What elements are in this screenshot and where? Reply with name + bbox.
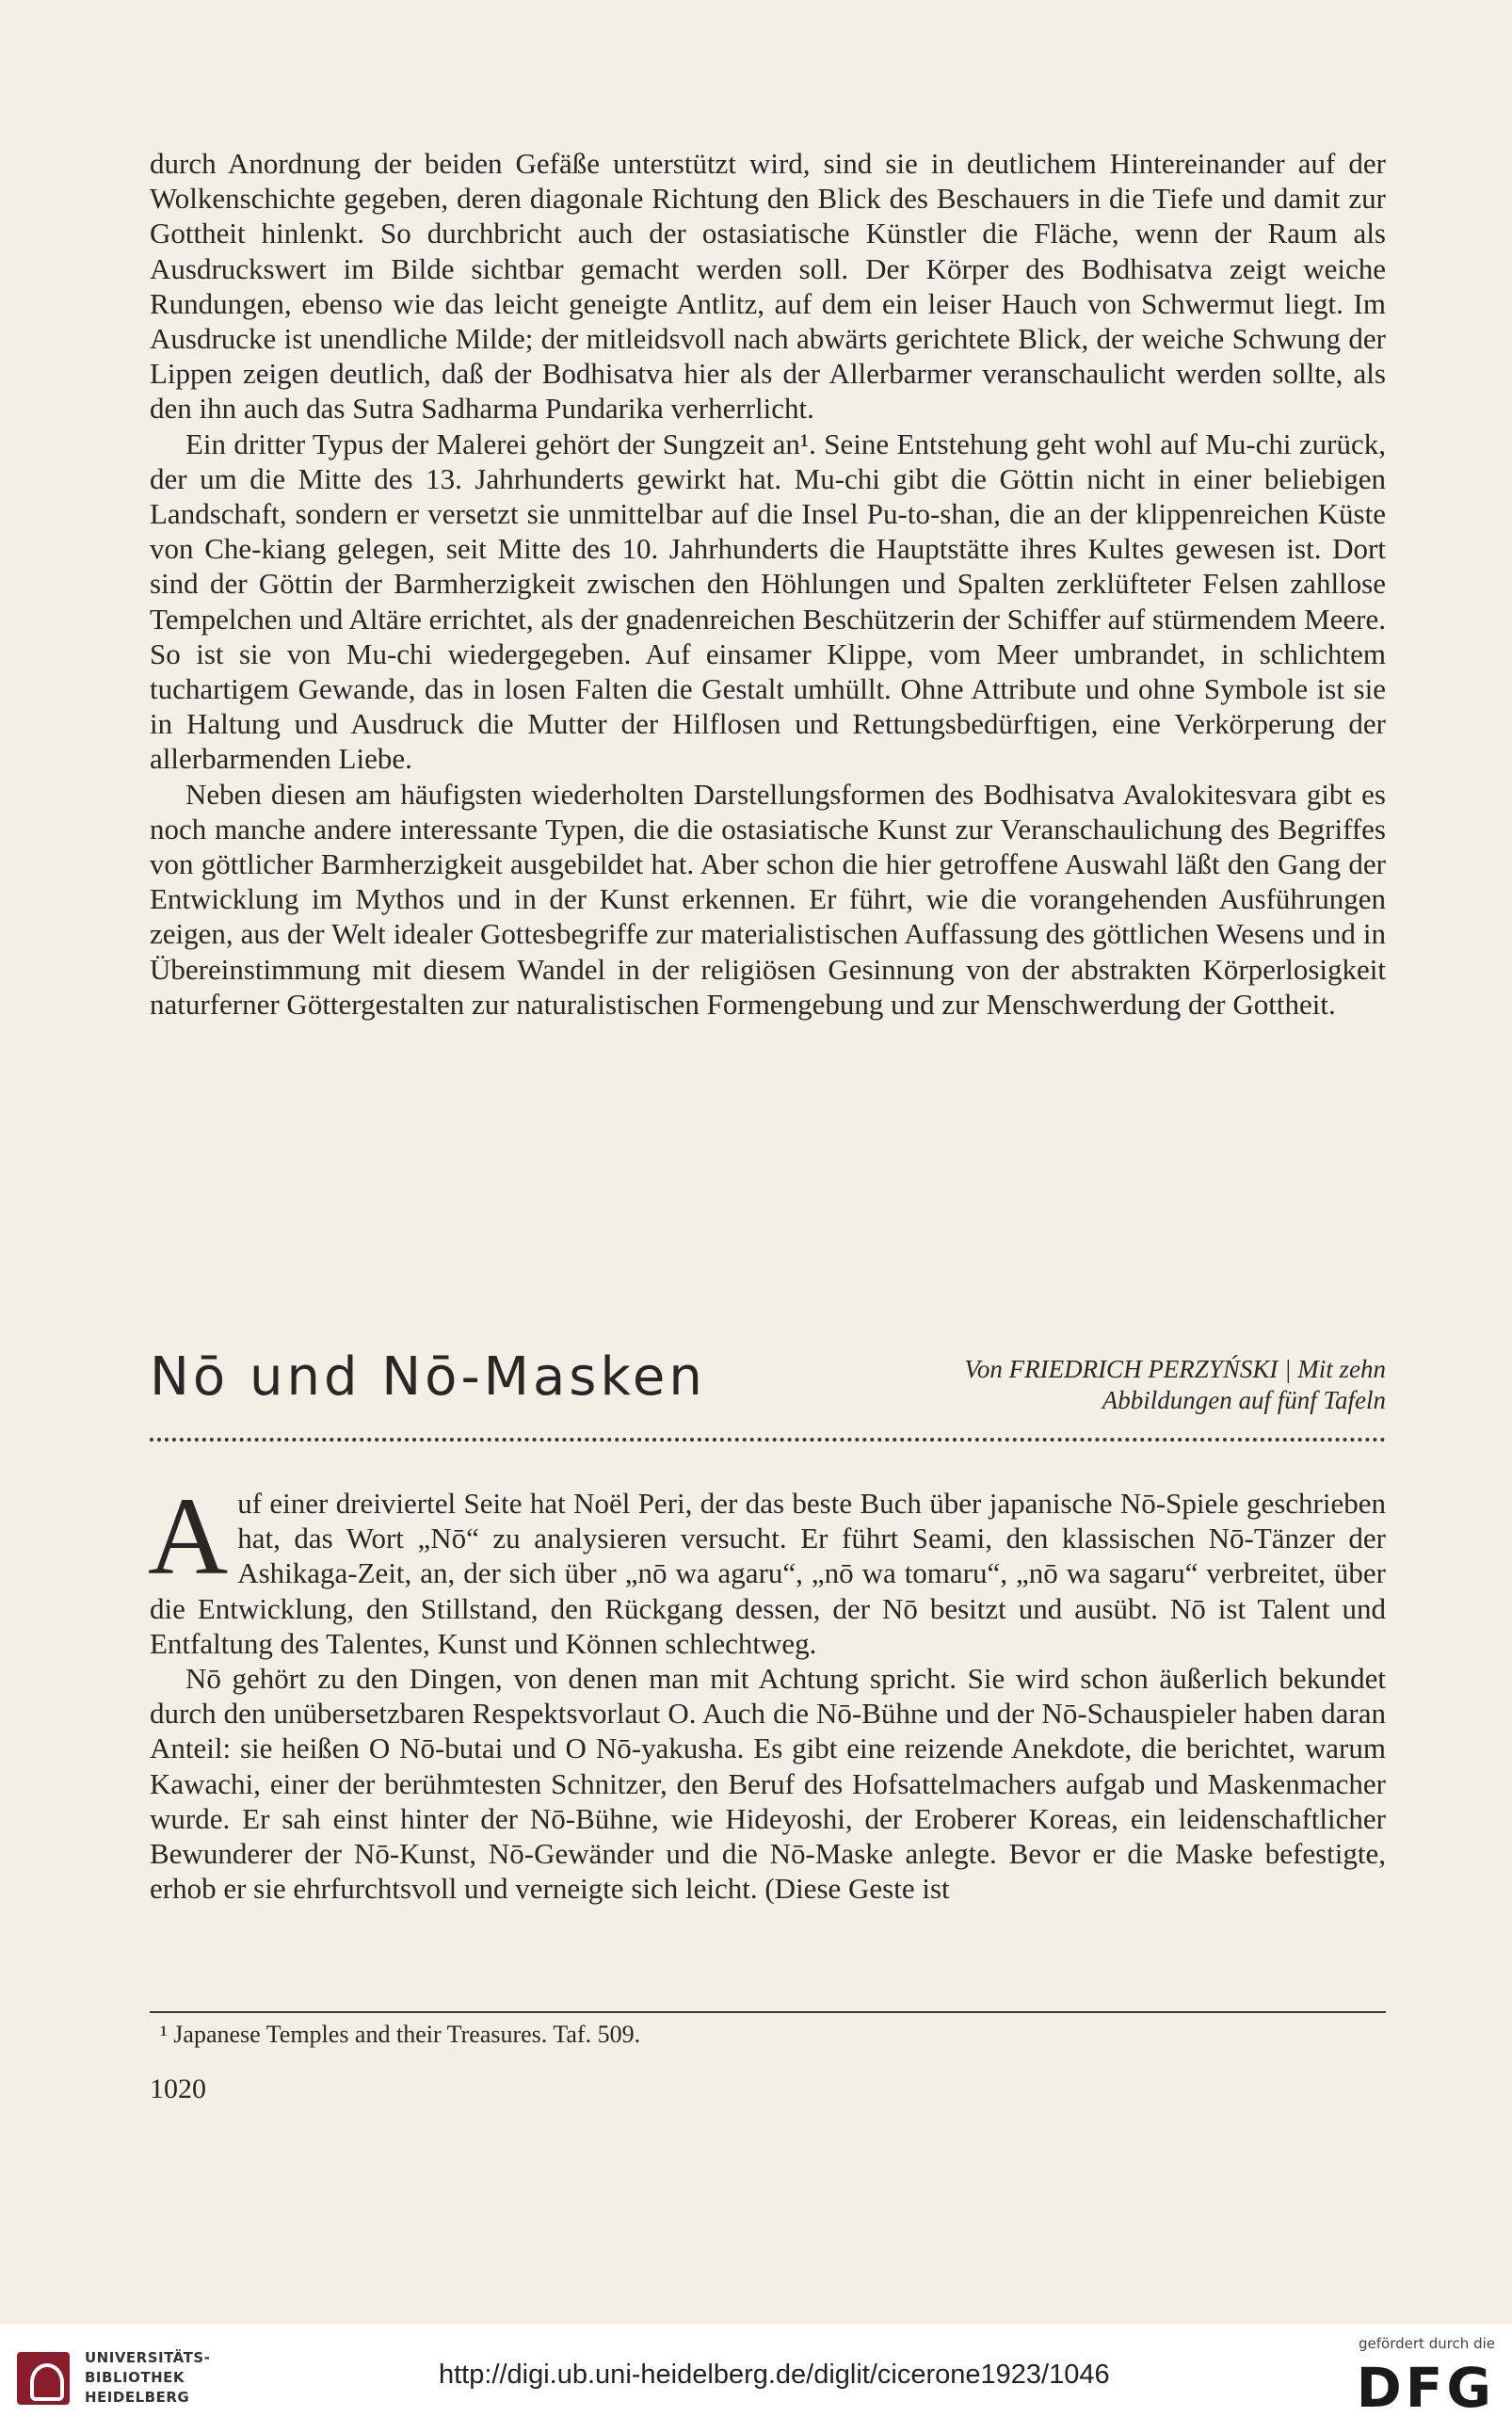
paragraph: durch Anordnung der beiden Gefäße unterstützt wird, sind sie in deutlichem Hintereinander auf der Wolkenschichte gegeben, deren diagonale Richtung den Blick des Beschauers in die Tiefe und damit zur Gottheit hinlenkt. So durchbricht auch der ostasiatische Künstler die Fläche, wenn der Raum als Ausdruckswert im Bilde sichtbar gemacht werden soll. Der Körper des Bodhisatva zeigt weiche Rundungen, ebenso wie das leicht geneigte Antlitz, auf dem ein leiser Hauch von Schwermut liegt. Im Ausdrucke ist unendliche Milde; der mitleidsvoll nach abwärts gerichtete Blick, der weiche Schwung der Lippen zeigen deutlich, daß der Bodhisatva hier als der Allerbarmer veranschaulicht werden sollte, als den ihn auch das Sutra Sadharma Pundarika verherrlicht. [150,147,1386,426]
dfg-logo[interactable] [1326,2333,1495,2427]
article-title: Nō und Nō-Masken [150,1346,706,1408]
paragraph: Ein dritter Typus der Malerei gehört der Sungzeit an¹. Seine Entstehung geht wohl auf Mu-chi zurück, der um die Mitte des 13. Jahrhunderts gewirkt hat. Mu-chi gibt die Göttin nicht in einer beliebigen Landschaft, sondern er versetzt sie unmittelbar auf die Insel Pu-to-shan, die an der klippenreichen Küste von Che-kiang gelegen, seit Mitte des 10. Jahrhunderts die Hauptstätte ihres Kultes gewesen ist. Dort sind der Göttin der Barmherzigkeit zwischen den Höhlungen und Spalten zerklüfteter Felsen zahllose Tempelchen und Altäre errichtet, als der gnadenreichen Beschützerin der Schiffer auf stürmendem Meere. So ist sie von Mu-chi wiedergegeben. Auf einsamer Klippe, vom Meer umbrandet, in schlichtem tuchartigem Gewande, das in losen Falten die Gestalt umhüllt. Ohne Attribute und ohne Symbole ist sie in Haltung und Ausdruck die Mutter der Hilflosen und Rettungsbedürftigen, eine Verkörperung der allerbarmenden Liebe. [150,427,1386,776]
paragraph-text: uf einer dreiviertel Seite hat Noël Peri, der das beste Buch über japanische Nō-Spiele geschrieben hat, das Wort „Nō“ zu analysieren versucht. Er führt Seami, den klassischen Nō-Tänzer der Ashikaga-Zeit, an, der sich über „nō wa agaru“, „nō wa tomaru“, „nō wa sagaru“ verbreitet, über die Entwicklung, den Stillstand, den Rückgang dessen, der Nō besitzt und ausübt. Nō ist Talent und Entfaltung des Talentes, Kunst und Können schlechtweg. [150,1487,1386,1660]
body-text-lower [148,1474,1386,1906]
body-text-upper [150,146,1386,1022]
paragraph: Neben diesen am häufigsten wiederholten Darstellungsformen des Bodhisatva Avalokitesvara gibt es noch manche andere interessante Typen, die die ostasiatische Kunst zur Veranschaulichung des Begriffes von göttlicher Barmherzigkeit ausgebildet hat. Aber schon die hier getroffene Auswahl läßt den Gang der Entwicklung im Mythos und in der Kunst erkennen. Er führt, wie die vorangehenden Ausführungen zeigen, aus der Welt idealer Gottesbegriffe zur materialistischen Auffassung des göttlichen Wesens und in Übereinstimmung mit diesem Wandel in der religiösen Gesinnung von der abstrakten Körperlosigkeit naturferner Göttergestalten zur naturalistischen Formengebung und zur Menschwerdung der Gottheit. [150,777,1386,1021]
page-number: 1020 [150,2073,206,2104]
footnote-divider [150,2011,1386,2013]
library-logo[interactable] [17,2344,211,2412]
library-seal-icon [17,2352,70,2405]
article-byline: Von FRIEDRICH PERZYŃSKI | Mit zehn Abbildungen auf fünf Tafeln [964,1355,1386,1414]
funding-note: gefördert durch die [1359,2335,1495,2352]
library-name: UNIVERSITÄTS- BIBLIOTHEK HEIDELBERG [85,2349,211,2406]
viewer-footer [0,2324,1512,2433]
paragraph [148,1474,1386,1661]
footnote: ¹ Japanese Temples and their Treasures. Taf. 509. [160,2021,641,2048]
paragraph: Nō gehört zu den Dingen, von denen man mit Achtung spricht. Sie wird schon äußerlich bekundet durch den unübersetzbaren Respektsvorlaut O. Auch die Nō-Bühne und der Nō-Schauspieler haben daran Anteil: sie heißen O Nō-butai und O Nō-yakusha. Es gibt eine reizende Anekdote, die berichtet, warum Kawachi, einer der berühmtesten Schnitzer, den Beruf des Hofsattelmachers aufgab und Maskenmacher wurde. Er sah einst hinter der Nō-Bühne, wie Hideyoshi, der Eroberer Koreas, ein leidenschaftlicher Bewunderer der Nō-Kunst, Nō-Gewänder und die Nō-Maske anlegte. Bevor er die Maske befestigte, erhob er sie ehrfurchtsvoll und verneigte sich leicht. (Diese Geste ist [150,1662,1386,1906]
dotted-divider [150,1438,1386,1442]
drop-cap: A [148,1474,229,1598]
permalink-url[interactable]: http://digi.ub.uni-heidelberg.de/diglit/cicerone1923/1046 [439,2360,1110,2390]
article-heading [150,1346,1386,1422]
dfg-wordmark: DFG [1356,2356,1495,2420]
